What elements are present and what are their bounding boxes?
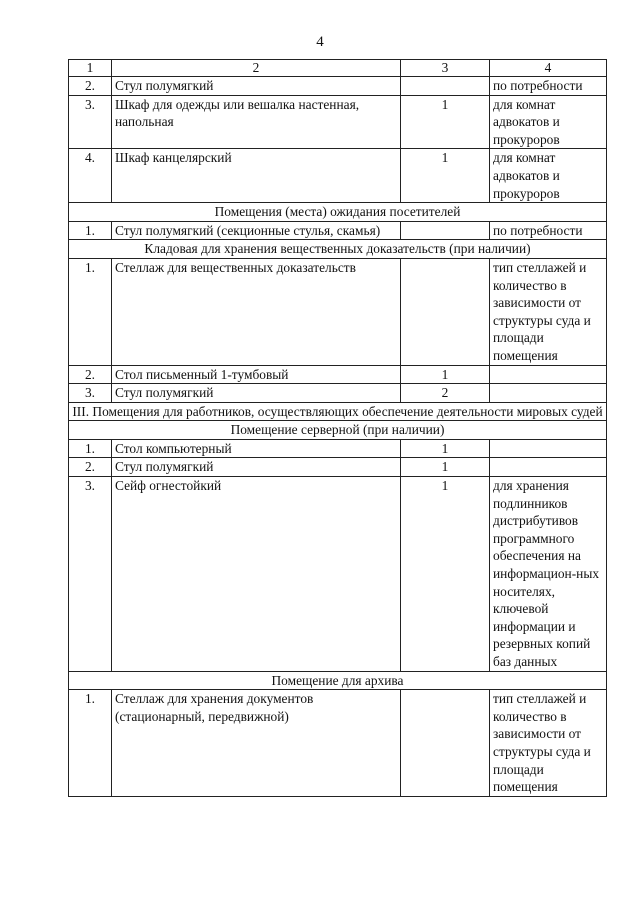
table-header-row xyxy=(69,60,607,77)
table-row xyxy=(69,221,607,240)
item-note: для комнат адвокатов и прокуроров xyxy=(490,149,607,203)
header-cell: 4 xyxy=(490,60,607,77)
item-name: Шкаф канцелярский xyxy=(112,149,401,203)
item-name: Шкаф для одежды или вешалка настенная, напольная xyxy=(112,95,401,149)
table-row xyxy=(69,458,607,477)
row-number: 1. xyxy=(69,690,112,797)
table-row xyxy=(69,95,607,149)
row-number: 2. xyxy=(69,365,112,384)
table-row xyxy=(69,77,607,96)
item-note: по потребности xyxy=(490,77,607,96)
row-number: 4. xyxy=(69,149,112,203)
item-name: Стул полумягкий xyxy=(112,384,401,403)
item-name: Стеллаж для вещественных доказательств xyxy=(112,258,401,365)
row-number: 3. xyxy=(69,95,112,149)
table-row xyxy=(69,384,607,403)
header-cell: 1 xyxy=(69,60,112,77)
table-row xyxy=(69,439,607,458)
item-name: Стеллаж для хранения документов (стационарный, передвижной) xyxy=(112,690,401,797)
item-note: по потребности xyxy=(490,221,607,240)
section-title: Кладовая для хранения вещественных доказательств (при наличии) xyxy=(69,240,607,259)
section-title: Помещения (места) ожидания посетителей xyxy=(69,203,607,222)
row-number: 1. xyxy=(69,221,112,240)
item-note xyxy=(490,439,607,458)
item-quantity xyxy=(401,221,490,240)
section-title: Помещение серверной (при наличии) xyxy=(69,421,607,440)
table-row xyxy=(69,149,607,203)
table-row xyxy=(69,258,607,365)
header-cell: 3 xyxy=(401,60,490,77)
item-note xyxy=(490,365,607,384)
item-quantity xyxy=(401,690,490,797)
item-note xyxy=(490,458,607,477)
item-quantity: 1 xyxy=(401,458,490,477)
row-number: 1. xyxy=(69,258,112,365)
row-number: 2. xyxy=(69,458,112,477)
header-cell: 2 xyxy=(112,60,401,77)
section-row xyxy=(69,203,607,222)
table-row xyxy=(69,477,607,672)
section-row xyxy=(69,671,607,690)
item-name: Стул полумягкий (секционные стулья, скамья) xyxy=(112,221,401,240)
item-quantity: 1 xyxy=(401,477,490,672)
section-row xyxy=(69,240,607,259)
item-name: Стул полумягкий xyxy=(112,458,401,477)
row-number: 1. xyxy=(69,439,112,458)
item-note: для комнат адвокатов и прокуроров xyxy=(490,95,607,149)
page-number: 4 xyxy=(316,34,324,50)
item-quantity: 2 xyxy=(401,384,490,403)
section-title: III. Помещения для работников, осуществляющих обеспечение деятельности мировых судей xyxy=(69,402,607,421)
item-note: тип стеллажей и количество в зависимости от структуры суда и площади помещения xyxy=(490,258,607,365)
equipment-table xyxy=(68,59,607,797)
section-row xyxy=(69,421,607,440)
item-quantity: 1 xyxy=(401,439,490,458)
item-quantity: 1 xyxy=(401,149,490,203)
section-row xyxy=(69,402,607,421)
row-number: 3. xyxy=(69,477,112,672)
item-note: тип стеллажей и количество в зависимости от структуры суда и площади помещения xyxy=(490,690,607,797)
item-name: Стул полумягкий xyxy=(112,77,401,96)
table-row xyxy=(69,690,607,797)
row-number: 3. xyxy=(69,384,112,403)
table-row xyxy=(69,365,607,384)
row-number: 2. xyxy=(69,77,112,96)
item-name: Сейф огнестойкий xyxy=(112,477,401,672)
item-quantity xyxy=(401,258,490,365)
section-title: Помещение для архива xyxy=(69,671,607,690)
item-quantity xyxy=(401,77,490,96)
item-name: Стол компьютерный xyxy=(112,439,401,458)
item-note xyxy=(490,384,607,403)
item-note: для хранения подлинников дистрибутивов программного обеспечения на информацион-ных носителях, ключевой информации и резервных копий баз данных xyxy=(490,477,607,672)
item-name: Стол письменный 1-тумбовый xyxy=(112,365,401,384)
item-quantity: 1 xyxy=(401,365,490,384)
item-quantity: 1 xyxy=(401,95,490,149)
